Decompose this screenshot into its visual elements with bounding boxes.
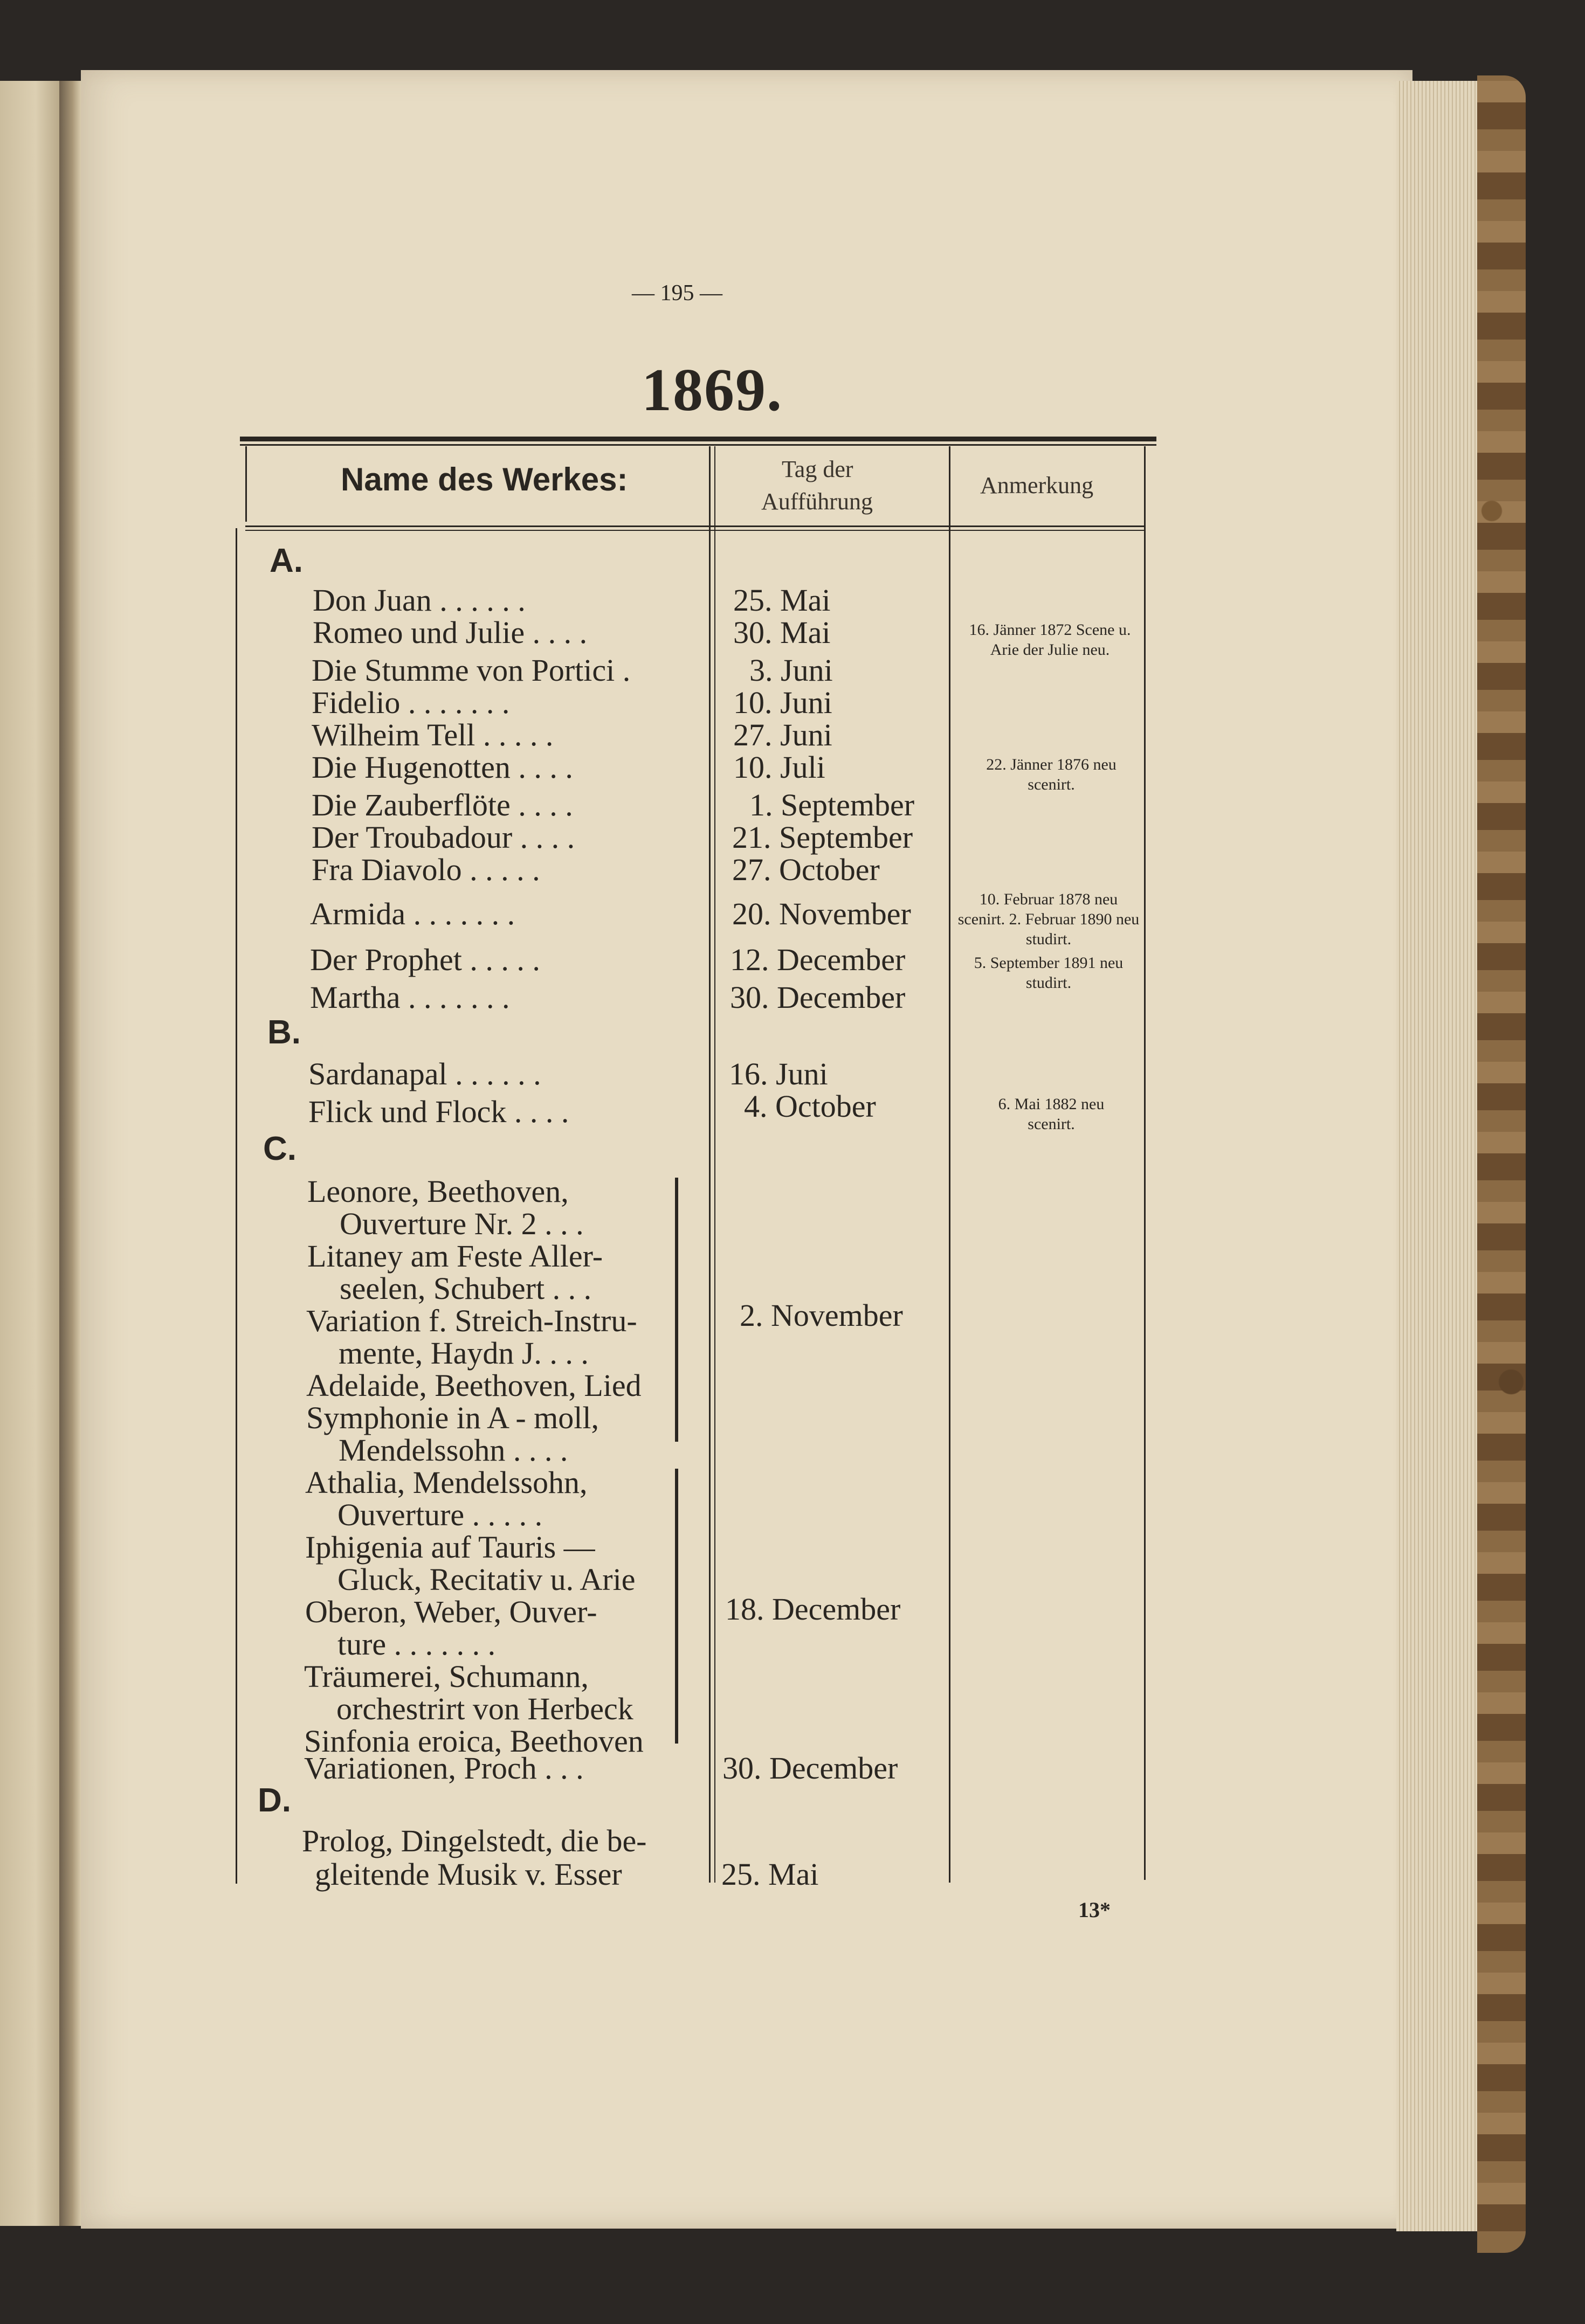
work-name: Flick und Flock . . . .: [308, 1094, 569, 1129]
work-name: Sinfonia eroica, Beethoven: [304, 1724, 644, 1759]
performance-date: 2. November: [740, 1298, 903, 1333]
work-name: Sardanapal . . . . . .: [308, 1056, 541, 1091]
book-cover: [1477, 75, 1526, 2253]
work-name: Don Juan . . . . . .: [313, 583, 526, 618]
performance-date: 30. December: [730, 980, 906, 1015]
work-name: Athalia, Mendelssohn,: [305, 1465, 588, 1500]
work-name: Martha . . . . . . .: [310, 980, 510, 1015]
work-name: ture . . . . . . .: [337, 1627, 496, 1662]
table-header-rule-2: [245, 530, 1146, 531]
performance-date: 3. Juni: [749, 653, 833, 688]
section-label-b: B.: [267, 1014, 301, 1051]
performance-date: 18. December: [725, 1592, 901, 1627]
remark: 16. Jänner 1872 Scene u. Arie der Julie neu.: [969, 621, 1131, 659]
work-name: seelen, Schubert . . .: [340, 1271, 592, 1306]
page-edges: [1396, 81, 1477, 2231]
performance-date: 27. Juni: [733, 717, 832, 752]
brace-group-1: [675, 1178, 678, 1442]
performance-date: 16. Juni: [729, 1056, 828, 1091]
column-divider-2: [949, 446, 950, 1883]
work-name: mente, Haydn J. . . .: [339, 1336, 589, 1371]
work-name: Die Zauberflöte . . . .: [312, 787, 573, 822]
work-name: Variation f. Streich-Instru-: [306, 1303, 637, 1338]
signature-mark: 13*: [1078, 1898, 1111, 1922]
remark: 6. Mai 1882 neu scenirt.: [998, 1095, 1105, 1133]
performance-date: 25. Mai: [733, 583, 831, 618]
column-divider-1b: [714, 446, 715, 1883]
header-date-line2: Aufführung: [761, 488, 873, 515]
brace-group-2: [675, 1469, 678, 1744]
work-name: Gluck, Recitativ u. Arie: [337, 1562, 636, 1597]
table-left-border-body: [236, 528, 237, 1884]
performance-date: 4. October: [744, 1089, 876, 1124]
performance-date: 10. Juni: [733, 685, 832, 720]
remark: 22. Jänner 1876 neu scenirt.: [986, 756, 1117, 793]
performance-date: 1. September: [749, 787, 915, 822]
left-page-edge: [0, 81, 59, 2226]
work-name: Ouverture . . . . .: [337, 1497, 543, 1532]
work-name: Fra Diavolo . . . . .: [312, 852, 540, 887]
work-name: Variationen, Proch . . .: [304, 1751, 584, 1786]
work-name: Litaney am Feste Aller-: [307, 1239, 603, 1274]
work-name: Wilheim Tell . . . . .: [312, 717, 554, 752]
work-name: Die Stumme von Portici .: [312, 653, 631, 688]
performance-date: 25. Mai: [721, 1857, 819, 1892]
performance-date: 21. September: [732, 820, 913, 855]
work-name: Oberon, Weber, Ouver-: [305, 1594, 597, 1629]
header-date-line1: Tag der: [782, 456, 853, 482]
work-name: gleitende Musik v. Esser: [315, 1857, 622, 1892]
remark: 5. September 1891 neu studirt.: [974, 954, 1124, 992]
remark: 10. Februar 1878 neu scenirt. 2. Februar 1890 neu studirt.: [957, 890, 1140, 948]
column-divider-1: [709, 446, 711, 1883]
work-name: Adelaide, Beethoven, Lied: [306, 1368, 642, 1403]
table-right-border: [1144, 446, 1146, 1880]
work-name: Iphigenia auf Tauris —: [305, 1530, 595, 1565]
header-note: Anmerkung: [980, 472, 1094, 499]
page-number: — 195 —: [632, 281, 722, 306]
section-label-a: A.: [270, 542, 303, 579]
table-top-thin-rule: [240, 444, 1156, 446]
table-left-border: [245, 446, 247, 522]
header-work-name: Name des Werkes:: [341, 461, 628, 497]
work-name: Träumerei, Schumann,: [304, 1659, 589, 1694]
section-label-c: C.: [263, 1130, 297, 1167]
section-label-d: D.: [258, 1782, 291, 1819]
table-top-rule: [240, 437, 1156, 441]
table-header-rule: [245, 525, 1146, 527]
work-name: Fidelio . . . . . . .: [312, 685, 510, 720]
work-name: Mendelssohn . . . .: [339, 1433, 568, 1468]
work-name: Der Prophet . . . . .: [310, 942, 540, 977]
performance-date: 27. October: [732, 852, 880, 887]
page-title-year: 1869.: [642, 357, 783, 424]
performance-date: 10. Juli: [733, 750, 825, 785]
performance-date: 30. Mai: [733, 615, 831, 650]
performance-date: 12. December: [730, 942, 906, 977]
work-name: Symphonie in A - moll,: [306, 1400, 599, 1435]
work-name: orchestrirt von Herbeck: [336, 1691, 633, 1726]
work-name: Die Hugenotten . . . .: [312, 750, 573, 785]
work-name: Prolog, Dingelstedt, die be-: [302, 1823, 647, 1858]
work-name: Der Troubadour . . . .: [312, 820, 575, 855]
work-name: Armida . . . . . . .: [310, 896, 515, 931]
work-name: Romeo und Julie . . . .: [313, 615, 588, 650]
work-name: Leonore, Beethoven,: [307, 1174, 569, 1209]
work-name: Ouverture Nr. 2 . . .: [340, 1206, 584, 1241]
performance-date: 30. December: [722, 1751, 898, 1786]
performance-date: 20. November: [732, 896, 911, 931]
book-gutter: [59, 81, 81, 2226]
